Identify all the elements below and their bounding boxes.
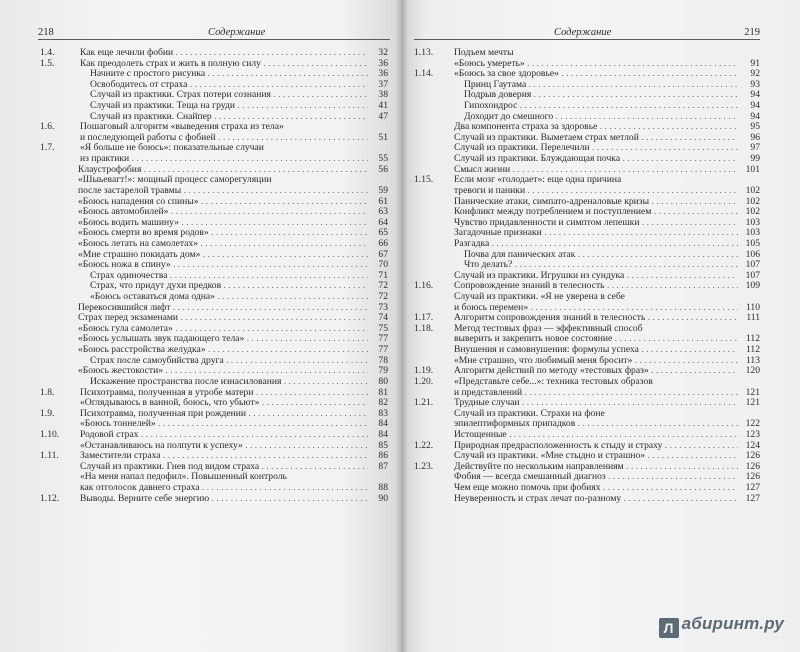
toc-entry xyxy=(414,239,760,250)
toc-entry-page: 59 xyxy=(378,184,388,196)
toc-entry-page: 72 xyxy=(378,280,388,292)
toc-entry-title: «Шыьевагт!»: мощный процесс саморегуляции xyxy=(78,175,272,186)
toc-entry xyxy=(414,313,760,324)
toc-entry xyxy=(414,207,760,218)
header-rule xyxy=(38,39,390,40)
left-page-number: 218 xyxy=(38,27,54,38)
toc-entry-title: Выводы. Верните себе энергию . . . xyxy=(80,494,368,505)
toc-entry xyxy=(414,303,760,314)
toc-entry xyxy=(40,133,388,144)
toc-entry-number: 1.14. xyxy=(414,68,434,80)
toc-entry-title: Природная предрасположенность к стыду и страху . . . xyxy=(454,441,738,452)
toc-entry-title: Почва для панических атак . . . xyxy=(464,250,738,261)
toc-entry-title: Если мозг «голодает»: еще одна причина xyxy=(454,175,622,186)
toc-entry-title: Как преодолеть страх и жить в полную силу . . . xyxy=(80,59,368,70)
toc-entry xyxy=(40,324,388,335)
toc-entry-page: 110 xyxy=(745,301,760,313)
toc-entry-page: 97 xyxy=(750,142,760,154)
toc-entry xyxy=(40,451,388,462)
toc-entry-page: 96 xyxy=(750,131,760,143)
right-page xyxy=(402,0,800,652)
toc-entry-page: 79 xyxy=(378,365,388,377)
left-toc-list xyxy=(40,48,388,504)
watermark-text: абиринт.ру xyxy=(681,614,784,633)
toc-entry xyxy=(40,228,388,239)
toc-entry xyxy=(40,398,388,409)
toc-entry xyxy=(40,186,388,197)
toc-entry-number: 1.18. xyxy=(414,322,434,334)
toc-entry xyxy=(414,59,760,70)
toc-entry xyxy=(40,90,388,101)
toc-entry xyxy=(40,313,388,324)
toc-entry-title: выверить и закрепить новое состояние . . . xyxy=(454,334,738,345)
toc-entry-page: 123 xyxy=(745,428,760,440)
toc-entry-page: 51 xyxy=(378,131,388,143)
labirint-logo-icon: Л xyxy=(659,618,679,638)
toc-entry-page: 122 xyxy=(745,418,760,430)
toc-entry-page: 94 xyxy=(750,110,760,122)
toc-entry-title: Случай из практики. Игрушки из сундука . . . xyxy=(454,271,738,282)
toc-entry-page: 66 xyxy=(378,237,388,249)
toc-entry-title: «Боюсь за свое здоровье» . . . xyxy=(454,69,738,80)
toc-entry xyxy=(40,175,388,186)
toc-entry xyxy=(40,260,388,271)
toc-entry xyxy=(40,271,388,282)
toc-entry-page: 37 xyxy=(378,78,388,90)
toc-entry-title: Истощенные . . . xyxy=(454,430,738,441)
toc-entry-page: 70 xyxy=(378,259,388,271)
toc-entry-title: «Представьте себе...»: техника тестовых образов xyxy=(454,376,653,387)
toc-entry-title: «Боюсь нападения со спины» . . . xyxy=(78,197,368,208)
toc-entry-page: 82 xyxy=(378,397,388,409)
toc-entry-title: Сопровождение знаний в телесность . . . xyxy=(454,281,738,292)
toc-entry xyxy=(40,207,388,218)
toc-entry xyxy=(414,292,760,303)
toc-entry-page: 81 xyxy=(378,386,388,398)
toc-entry-title: Гипохондрос . . . xyxy=(464,101,738,112)
toc-entry-number: 1.5. xyxy=(40,57,55,69)
toc-entry-title: Действуйте по нескольким направлениям . . . xyxy=(454,462,738,473)
toc-entry-title: и боюсь перемен» . . . xyxy=(454,303,738,314)
toc-entry-title: Алгоритм сопровождения знаний в телесность . . . xyxy=(454,313,738,324)
toc-entry-title: Случай из практики. Снайпер . . . xyxy=(90,112,368,123)
toc-entry xyxy=(40,281,388,292)
toc-entry-title: Метод тестовых фраз — эффективный способ xyxy=(454,323,643,334)
toc-entry-title: Принц Гаутама . . . xyxy=(464,80,738,91)
toc-entry-title: Психотравма, полученная при рождении . . . xyxy=(80,409,368,420)
toc-entry-page: 121 xyxy=(745,397,760,409)
toc-entry-title: и последующей работы с фобией . . . xyxy=(80,133,368,144)
toc-entry xyxy=(40,122,388,133)
toc-entry xyxy=(40,197,388,208)
toc-entry-page: 84 xyxy=(378,418,388,430)
toc-entry xyxy=(40,250,388,261)
toc-entry xyxy=(414,80,760,91)
toc-entry xyxy=(40,441,388,452)
toc-entry-title: Подъем мечты xyxy=(454,48,514,58)
toc-entry-page: 78 xyxy=(378,354,388,366)
toc-entry xyxy=(40,218,388,229)
toc-entry xyxy=(40,59,388,70)
toc-entry-number: 1.7. xyxy=(40,142,55,154)
toc-entry-page: 64 xyxy=(378,216,388,228)
toc-entry xyxy=(414,186,760,197)
toc-entry xyxy=(414,197,760,208)
toc-entry xyxy=(40,462,388,473)
toc-entry-page: 93 xyxy=(750,78,760,90)
toc-entry-page: 101 xyxy=(745,163,760,175)
toc-entry-title: Панические атаки, симпато-адреналовые кризы . . . xyxy=(454,197,738,208)
toc-entry-page: 83 xyxy=(378,407,388,419)
toc-entry-page: 86 xyxy=(378,450,388,462)
toc-entry xyxy=(40,388,388,399)
toc-entry xyxy=(414,228,760,239)
toc-entry-number: 1.9. xyxy=(40,407,55,419)
toc-entry-title: Начните с простого рисунка . . . xyxy=(90,69,368,80)
toc-entry xyxy=(414,398,760,409)
toc-entry xyxy=(414,388,760,399)
toc-entry xyxy=(40,80,388,91)
toc-entry-page: 91 xyxy=(750,57,760,69)
toc-entry xyxy=(414,494,760,505)
toc-entry-title: Разгадка . . . xyxy=(454,239,738,250)
toc-entry xyxy=(414,472,760,483)
toc-entry-page: 67 xyxy=(378,248,388,260)
toc-entry-title: «Боюсь летать на самолетах» . . . xyxy=(78,239,368,250)
toc-entry xyxy=(414,69,760,80)
toc-entry-page: 88 xyxy=(378,481,388,493)
toc-entry-title: Внушения и самовнушения: формулы успеха . . . xyxy=(454,345,738,356)
toc-entry xyxy=(40,377,388,388)
toc-entry-page: 84 xyxy=(378,428,388,440)
toc-entry-page: 65 xyxy=(378,227,388,239)
toc-entry-page: 120 xyxy=(745,365,760,377)
toc-entry xyxy=(414,377,760,388)
toc-entry xyxy=(40,334,388,345)
toc-entry xyxy=(414,271,760,282)
toc-entry-number: 1.19. xyxy=(414,365,434,377)
toc-entry-page: 75 xyxy=(378,322,388,334)
toc-entry-title: Случай из практики. «Я не уверена в себе xyxy=(454,292,625,303)
toc-entry-number: 1.17. xyxy=(414,312,434,324)
toc-entry-page: 74 xyxy=(378,312,388,324)
toc-entry-page: 107 xyxy=(745,259,760,271)
toc-entry-page: 41 xyxy=(378,100,388,112)
toc-entry-title: Доходит до смешного . . . xyxy=(464,112,738,123)
toc-entry-page: 77 xyxy=(378,344,388,356)
toc-entry xyxy=(414,451,760,462)
toc-entry-title: «Боюсь автомобилей» . . . xyxy=(78,207,368,218)
toc-entry-page: 77 xyxy=(378,333,388,345)
toc-entry xyxy=(40,345,388,356)
toc-entry xyxy=(414,430,760,441)
toc-entry-title: Случай из практики. Страх потери сознания . . . xyxy=(90,90,368,101)
right-toc-list xyxy=(414,48,760,504)
toc-entry xyxy=(40,143,388,154)
toc-entry-page: 127 xyxy=(745,492,760,504)
toc-entry-page: 55 xyxy=(378,153,388,165)
toc-entry-title: Перекосившийся лифт . . . xyxy=(78,303,368,314)
toc-entry-title: Подрыв доверия . . . xyxy=(464,90,738,101)
toc-entry xyxy=(40,292,388,303)
toc-entry-number: 1.22. xyxy=(414,439,434,451)
toc-entry-page: 95 xyxy=(750,121,760,133)
toc-entry-page: 56 xyxy=(378,163,388,175)
toc-entry-title: Случай из практики. Теща на груди . . . xyxy=(90,101,368,112)
toc-entry-title: Алгоритм действий по методу «тестовых фраз» . . . xyxy=(454,366,738,377)
toc-entry xyxy=(414,366,760,377)
toc-entry xyxy=(414,175,760,186)
toc-entry-page: 105 xyxy=(745,237,760,249)
toc-entry-page: 94 xyxy=(750,89,760,101)
toc-entry-number: 1.23. xyxy=(414,460,434,472)
toc-entry-page: 38 xyxy=(378,89,388,101)
toc-entry-page: 112 xyxy=(745,333,760,345)
toc-entry-title: Страх после самоубийства друга . . . xyxy=(90,356,368,367)
toc-entry-page: 63 xyxy=(378,206,388,218)
toc-entry xyxy=(414,101,760,112)
toc-entry-title: «Боюсь расстройства желудка» . . . xyxy=(78,345,368,356)
toc-entry-page: 126 xyxy=(745,460,760,472)
toc-entry xyxy=(414,345,760,356)
toc-entry-title: Конфликт между потреблением и поступлением . . . xyxy=(454,207,738,218)
toc-entry xyxy=(414,281,760,292)
toc-entry-title: Родовой страх . . . xyxy=(80,430,368,441)
toc-entry-page: 112 xyxy=(745,344,760,356)
toc-entry xyxy=(414,90,760,101)
toc-entry-title: «На меня напал педофил». Повышенный контроль xyxy=(80,472,287,483)
toc-entry-number: 1.11. xyxy=(40,450,59,462)
toc-entry xyxy=(40,303,388,314)
toc-entry-page: 102 xyxy=(745,206,760,218)
toc-entry-title: Смысл жизни . . . xyxy=(454,165,738,176)
toc-entry-number: 1.8. xyxy=(40,386,55,398)
toc-entry xyxy=(414,260,760,271)
toc-entry xyxy=(414,334,760,345)
toc-entry-page: 36 xyxy=(378,57,388,69)
toc-entry-title: и представлений . . . xyxy=(454,388,738,399)
toc-entry xyxy=(414,409,760,420)
toc-entry-title: Освободитесь от страха . . . xyxy=(90,80,368,91)
toc-entry-title: Клаустрофобия . . . xyxy=(78,165,368,176)
toc-entry-title: из практики . . . xyxy=(80,154,368,165)
toc-entry-title: Случай из практики. «Мне стыдно и страшно» . . . xyxy=(454,451,738,462)
toc-entry-title: Искажение пространства после изнасилования . . . xyxy=(90,377,368,388)
toc-entry-title: «Мне страшно, что любимый меня бросит» . . . xyxy=(454,356,738,367)
toc-entry-title: Неуверенность и страх лечат по-разному . . . xyxy=(454,494,738,505)
toc-entry-page: 92 xyxy=(750,68,760,80)
toc-entry-title: «Боюсь оставаться дома одна» . . . xyxy=(90,292,368,303)
toc-entry xyxy=(414,356,760,367)
toc-entry xyxy=(40,419,388,430)
toc-entry xyxy=(40,165,388,176)
right-running-title: Содержание xyxy=(554,27,612,38)
toc-entry-page: 36 xyxy=(378,68,388,80)
toc-entry-title: эпилептиформных припадков . . . xyxy=(454,419,738,430)
toc-entry xyxy=(414,143,760,154)
toc-entry xyxy=(414,165,760,176)
toc-entry-page: 106 xyxy=(745,248,760,260)
toc-entry-page: 126 xyxy=(745,471,760,483)
toc-entry-number: 1.10. xyxy=(40,428,60,440)
toc-entry-title: «Мне страшно покидать дом» . . . xyxy=(78,250,368,261)
toc-entry-page: 73 xyxy=(378,301,388,313)
toc-entry-title: Психотравма, полученная в утробе матери . . . xyxy=(80,388,368,399)
toc-entry-page: 103 xyxy=(745,227,760,239)
toc-entry-title: Случай из практики. Перелечили . . . xyxy=(454,143,738,154)
toc-entry-title: Случай из практики. Страхи на фоне xyxy=(454,408,605,419)
toc-entry-number: 1.4. xyxy=(40,47,55,58)
toc-entry xyxy=(40,112,388,123)
toc-entry-title: Фобия — всегда смешанный диагноз . . . xyxy=(454,472,738,483)
toc-entry-page: 90 xyxy=(378,492,388,504)
toc-entry-page: 107 xyxy=(745,269,760,281)
toc-entry-title: Пошаговый алгоритм «выведения страха из тела» xyxy=(80,122,284,133)
left-page-header xyxy=(38,22,390,40)
toc-entry-title: Трудные случаи . . . xyxy=(454,398,738,409)
toc-entry xyxy=(414,462,760,473)
toc-entry-title: Заместители страха . . . xyxy=(80,451,368,462)
toc-entry xyxy=(40,356,388,367)
toc-entry-title: «Боюсь жестокости» . . . xyxy=(78,366,368,377)
toc-entry-title: Чем еще можно помочь при фобиях . . . xyxy=(454,483,738,494)
toc-entry-title: Страх одиночества . . . xyxy=(90,271,368,282)
toc-entry-title: Случай из практики. Выметаем страх метлой . . . xyxy=(454,133,738,144)
toc-entry-page: 102 xyxy=(745,184,760,196)
toc-entry xyxy=(414,441,760,452)
toc-entry-page: 99 xyxy=(750,153,760,165)
toc-entry-title: Чувство придавленности и симптом лепешки . . . xyxy=(454,218,738,229)
toc-entry-title: Загадочные признаки . . . xyxy=(454,228,738,239)
toc-entry-page: 61 xyxy=(378,195,388,207)
toc-entry-number: 1.15. xyxy=(414,174,434,186)
header-rule xyxy=(414,39,760,40)
toc-entry-page: 102 xyxy=(745,195,760,207)
book-spine-shadow xyxy=(396,0,408,652)
toc-entry-page: 87 xyxy=(378,460,388,472)
toc-entry-title: Страх, что придут духи предков . . . xyxy=(90,281,368,292)
toc-entry xyxy=(40,430,388,441)
toc-entry xyxy=(414,154,760,165)
toc-entry-number: 1.21. xyxy=(414,397,434,409)
toc-entry xyxy=(40,69,388,80)
toc-entry xyxy=(40,409,388,420)
toc-entry-title: Два компонента страха за здоровье . . . xyxy=(454,122,738,133)
toc-entry-title: Случай из практики. Блуждающая почка . . . xyxy=(454,154,738,165)
toc-entry-title: тревоги и паники . . . xyxy=(454,186,738,197)
toc-entry xyxy=(40,239,388,250)
toc-entry-title: «Боюсь гула самолета» . . . xyxy=(78,324,368,335)
toc-entry xyxy=(414,48,760,59)
toc-entry xyxy=(40,366,388,377)
toc-entry-title: Случай из практики. Гнев под видом страха . . . xyxy=(80,462,368,473)
toc-entry-title: «Я больше не боюсь»: показательные случаи xyxy=(80,143,264,154)
toc-entry-number: 1.16. xyxy=(414,280,434,292)
toc-entry-page: 47 xyxy=(378,110,388,122)
toc-entry xyxy=(414,250,760,261)
toc-entry-page: 121 xyxy=(745,386,760,398)
toc-entry xyxy=(414,133,760,144)
toc-entry-title: «Боюсь смерти во время родов» . . . xyxy=(78,228,368,239)
toc-entry-title: «Оглядываюсь в ванной, боюсь, что убьют» . . . xyxy=(80,398,368,409)
right-page-header xyxy=(414,22,760,40)
toc-entry xyxy=(414,324,760,335)
toc-entry-title: «Останавливаюсь на полпути к успеху» . . . xyxy=(80,441,368,452)
toc-entry-number: 1.13. xyxy=(414,47,434,58)
toc-entry-page: 94 xyxy=(750,100,760,112)
labirint-watermark xyxy=(659,614,784,638)
toc-entry-page: 71 xyxy=(378,269,388,281)
toc-entry-title: «Боюсь умереть» . . . xyxy=(454,59,738,70)
toc-entry-title: Что делать? . . . xyxy=(464,260,738,271)
toc-entry-number: 1.6. xyxy=(40,121,55,133)
toc-entry-page: 111 xyxy=(746,312,760,324)
toc-entry-title: «Боюсь ножа в спину» . . . xyxy=(78,260,368,271)
toc-entry xyxy=(40,494,388,505)
toc-entry xyxy=(414,483,760,494)
toc-entry-page: 72 xyxy=(378,291,388,303)
toc-entry-number: 1.12. xyxy=(40,492,60,504)
toc-entry-page: 103 xyxy=(745,216,760,228)
toc-entry-number: 1.20. xyxy=(414,375,434,387)
left-running-title: Содержание xyxy=(208,27,266,38)
toc-entry-page: 32 xyxy=(378,47,388,58)
toc-entry xyxy=(414,218,760,229)
toc-entry-page: 124 xyxy=(745,439,760,451)
toc-entry-page: 113 xyxy=(745,354,760,366)
toc-entry-title: «Боюсь водить машину» . . . xyxy=(78,218,368,229)
toc-entry xyxy=(414,419,760,430)
toc-entry-title: Как еще лечили фобии . . . xyxy=(80,48,368,59)
toc-entry-page: 126 xyxy=(745,450,760,462)
toc-entry-page: 109 xyxy=(745,280,760,292)
right-page-number: 219 xyxy=(744,27,760,38)
toc-entry xyxy=(414,112,760,123)
toc-entry xyxy=(40,101,388,112)
toc-entry-title: как отголосок давнего страха . . . xyxy=(80,483,368,494)
toc-entry xyxy=(40,154,388,165)
toc-entry xyxy=(40,483,388,494)
toc-entry-title: «Боюсь тоннелей» . . . xyxy=(80,419,368,430)
toc-entry-page: 80 xyxy=(378,375,388,387)
toc-entry xyxy=(40,48,388,59)
toc-entry-title: Страх перед экзаменами . . . xyxy=(78,313,368,324)
toc-entry-page: 127 xyxy=(745,481,760,493)
toc-entry xyxy=(40,472,388,483)
toc-entry-title: «Боюсь услышать звук падающего тела» . . . xyxy=(78,334,368,345)
toc-entry xyxy=(414,122,760,133)
toc-entry-title: после застарелой травмы . . . xyxy=(78,186,368,197)
toc-entry-page: 85 xyxy=(378,439,388,451)
